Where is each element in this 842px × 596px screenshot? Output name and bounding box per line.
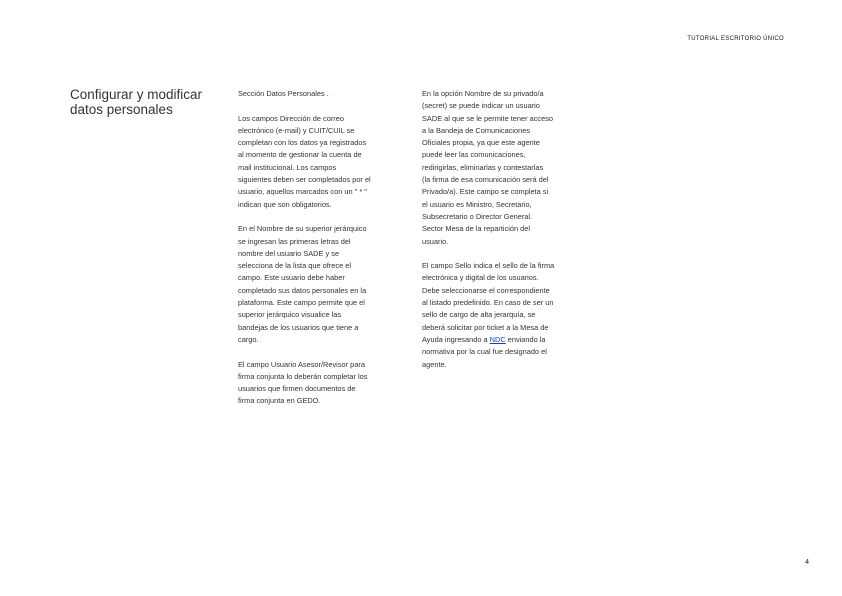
text-column-left (238, 88, 403, 420)
paragraph-asesor-revisor: El campo Usuario Asesor/Revisor para firma conjunta lo deberán completar los usuarios que firmen documentos de firma conjunta en GEDO. (238, 359, 368, 406)
ndc-link[interactable]: NDC (489, 334, 506, 344)
paragraph-sello (422, 260, 587, 371)
page-number: 4 (805, 559, 809, 566)
section-title: Configurar y modificar datos personales (70, 87, 203, 117)
text-column-right (422, 88, 587, 383)
paragraph-superior-jerarquico: En el Nombre de su superior jerárquico se ingresan las primeras letras del nombre del usuario SADE y se selecciona de la lista que ofrece el campo. Este usuario debe haber completado sus datos personales en la plataforma. Este campo permite que el superior jerárquico visualice las bandejas de los usuarios que tiene a cargo. (238, 224, 367, 344)
paragraph-sello-start: El campo Sello indica el sello de la firma electrónica y digital de los usuarios. Debe seleccionarse el correspondiente al listado predefinido. En caso de ser un sello de cargo de alta jerarquía, se deberá solicitar por ticket a la Mesa de Ayuda ingresando a (422, 261, 555, 344)
paragraph-datos-personales: Sección Datos Personales . (238, 89, 329, 98)
paragraph-privado: En la opción Nombre de su privado/a (secret) se puede indicar un usuario SADE al que se le permite tener acceso a la Bandeja de Comunicaciones Oficiales propia, ya que este agente puede leer las comunicaciones, redirigirlas, eliminarlas y contestarlas (la firma de esa comunicación será del Privado/a). Este campo se completa si el usuario es Ministro, Secretario, Subsecretario o Director General. Sector Mesa de la repartición del usuario. (422, 89, 554, 246)
paragraph-sello-end: enviando la normativa por la cual fue designado el agente. (422, 334, 547, 369)
document-header: TUTORIAL ESCRITORIO ÚNICO (687, 36, 784, 42)
paragraph-correo-cuit: Los campos Dirección de correo electrónico (e-mail) y CUIT/CUIL se completan con los datos ya registrados al momento de gestionar la cuenta de mail institucional. Los campos siguientes deben ser completados por el usuario, aquellos marcados con un " * " indican que son obligatorios. (238, 113, 371, 209)
